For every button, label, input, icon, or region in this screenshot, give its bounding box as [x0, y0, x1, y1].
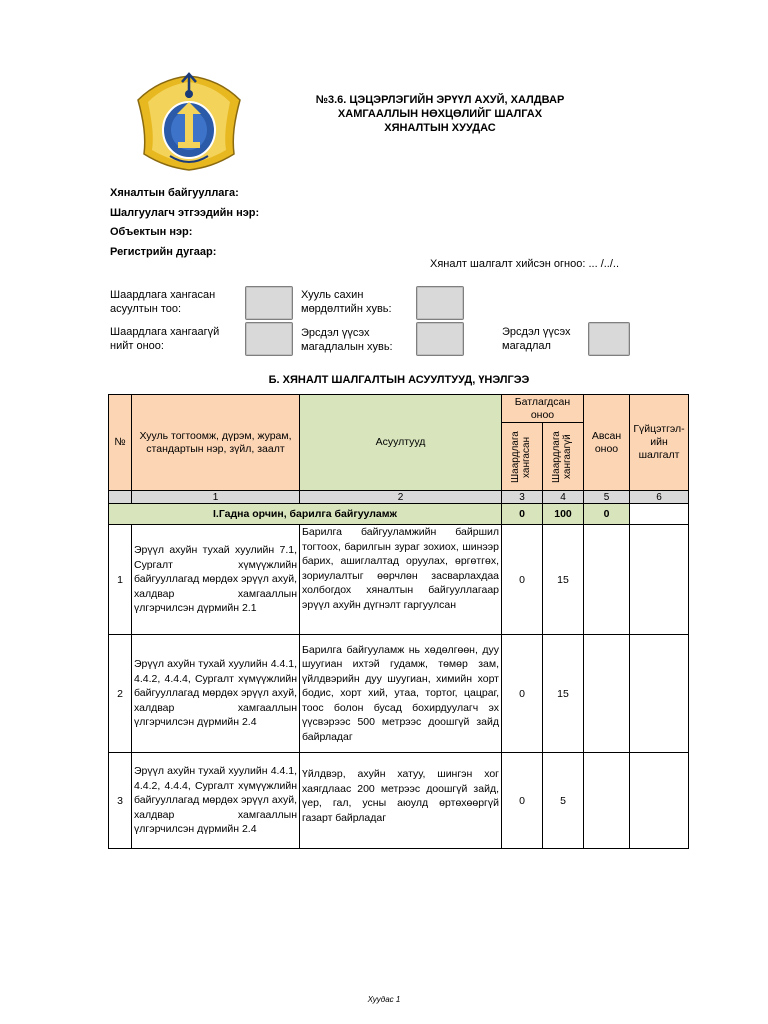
section-row-title: I.Гадна орчин, барилга байгууламж — [109, 504, 502, 525]
header-met-text: Шаардлага хангасан — [510, 430, 532, 483]
col-number: 2 — [300, 491, 502, 504]
table-row — [109, 635, 689, 753]
col-number: 3 — [502, 491, 543, 504]
table-row — [109, 753, 689, 849]
inspection-table — [108, 394, 689, 849]
met-count-label: Шаардлага хангасан асуултын тоо: — [110, 289, 216, 315]
agency-emblem-icon — [130, 72, 248, 172]
header-confirmed: Батлагдсан оноо — [502, 395, 584, 423]
header-num: № — [109, 395, 132, 491]
header-unmet-text: Шаардлага хангаагүй — [551, 430, 573, 483]
section-taken: 0 — [584, 504, 630, 525]
compliance-label: Хууль сахин мөрдөлтийн хувь: — [301, 289, 392, 315]
row-performance[interactable] — [630, 525, 689, 635]
section-unmet: 100 — [543, 504, 584, 525]
table-row — [109, 525, 689, 635]
risk-label: Эрсдэл үүсэх магадлал — [502, 326, 571, 352]
row-question: Барилга байгууламж нь хөдөлгөөн, дуу шуугиан ихтэй гудамж, төмөр зам, үйлдвэрийн дуу шуугиан, химийн хорт бодис, хорт хий, утаа, тортог, цацраг, тоос болон бусад бохирдуулагч эх үүсвэрээс 500 метрээс доошгүй зайд байрладаг — [300, 635, 502, 753]
row-num: 2 — [109, 635, 132, 753]
unmet-score-box[interactable] — [245, 322, 293, 356]
row-met: 0 — [502, 753, 543, 849]
compliance-box[interactable] — [416, 286, 464, 320]
row-unmet: 15 — [543, 525, 584, 635]
unmet-score-label: Шаардлага хангаагүй нийт оноо: — [110, 326, 220, 352]
row-taken[interactable] — [584, 753, 630, 849]
title-line-2: ХАМГААЛЛЫН НӨХЦӨЛИЙГ ШАЛГАХ — [337, 108, 543, 120]
header-taken: Авсан оноо — [584, 395, 630, 491]
row-taken[interactable] — [584, 525, 630, 635]
row-law: Эрүүл ахуйн тухай хуулийн 7.1, Сургалт хүмүүжлийн байгууллагад мөрдөх эрүүл ахуй, халдвар хамгааллын үлгэрчилсэн дүрмийн 2.1 — [132, 525, 300, 635]
risk-box[interactable] — [588, 322, 630, 356]
title-line-3: ХЯНАЛТЫН ХУУДАС — [384, 122, 496, 134]
row-question: Барилга байгууламжийн байршил тогтоох, барилгын зураг зохиох, шинээр барих, ашиглалтад оруулах, өргөтгөх, зориулалтыг өөрчлөн засварлахдаа холбогдох хяналтын байгууллагаар эрүүл ахуйн дүгнэлт гаргуулсан — [300, 525, 502, 635]
column-number-row — [109, 491, 689, 504]
row-unmet: 15 — [543, 635, 584, 753]
inspection-date: Хяналт шалгалт хийсэн огноо: ... /../.. — [430, 258, 620, 270]
row-performance[interactable] — [630, 753, 689, 849]
row-performance[interactable] — [630, 635, 689, 753]
section-met: 0 — [502, 504, 543, 525]
row-num: 3 — [109, 753, 132, 849]
row-num: 1 — [109, 525, 132, 635]
inspector-label: Шалгуулагч этгээдийн нэр: — [110, 206, 260, 219]
col-number: 1 — [132, 491, 300, 504]
row-unmet: 5 — [543, 753, 584, 849]
inspection-info — [110, 184, 259, 262]
met-count-box[interactable] — [245, 286, 293, 320]
col-number: 5 — [584, 491, 630, 504]
page-footer: Хуудас 1 — [367, 995, 401, 1004]
row-law: Эрүүл ахуйн тухай хуулийн 4.4.1, 4.4.2, 4.4.4, Сургалт хүмүүжлийн байгууллагад мөрдөх эрүүл ахуй, халдвар хамгааллын үлгэрчилсэн дүрмийн 2.4 — [132, 635, 300, 753]
col-number: 4 — [543, 491, 584, 504]
col-number: 6 — [630, 491, 689, 504]
org-label: Хяналтын байгууллага: — [110, 187, 239, 199]
reg-label: Регистрийн дугаар: — [110, 245, 217, 258]
row-law: Эрүүл ахуйн тухай хуулийн 4.4.1, 4.4.2, 4.4.4, Сургалт хүмүүжлийн байгууллагад мөрдөх эрүүл ахуй, халдвар хамгааллын үлгэрчилсэн дүрмийн 2.4 — [132, 753, 300, 849]
header-law: Хууль тогтоомж, дүрэм, журам, стандартын нэр, зүйл, заалт — [132, 395, 300, 491]
section-performance — [630, 504, 689, 525]
col-number — [109, 491, 132, 504]
section-title: Б. ХЯНАЛТ ШАЛГАЛТЫН АСУУЛТУУД, ҮНЭЛГЭЭ — [268, 374, 530, 386]
form-title — [300, 93, 580, 135]
section-row — [109, 504, 689, 525]
row-question: Үйлдвэр, ахуйн хатуу, шингэн хог хаягдлаас 200 метрээс доошгүй зайд, үер, гал, усны аюулд өртөхөөргүй газарт байрладаг — [300, 753, 502, 849]
risk-percent-label: Эрсдэл үүсэх магадлалын хувь: — [301, 327, 393, 353]
header-unmet — [543, 423, 584, 491]
header-met — [502, 423, 543, 491]
header-performance: Гүйцэтгэл-ийн шалгалт — [630, 395, 689, 491]
title-line-1: №3.6. ЦЭЦЭРЛЭГИЙН ЭРҮҮЛ АХУЙ, ХАЛДВАР — [315, 94, 565, 106]
row-met: 0 — [502, 525, 543, 635]
risk-percent-box[interactable] — [416, 322, 464, 356]
row-taken[interactable] — [584, 635, 630, 753]
header-question: Асуултууд — [300, 395, 502, 491]
row-met: 0 — [502, 635, 543, 753]
object-label: Объектын нэр: — [110, 226, 193, 238]
